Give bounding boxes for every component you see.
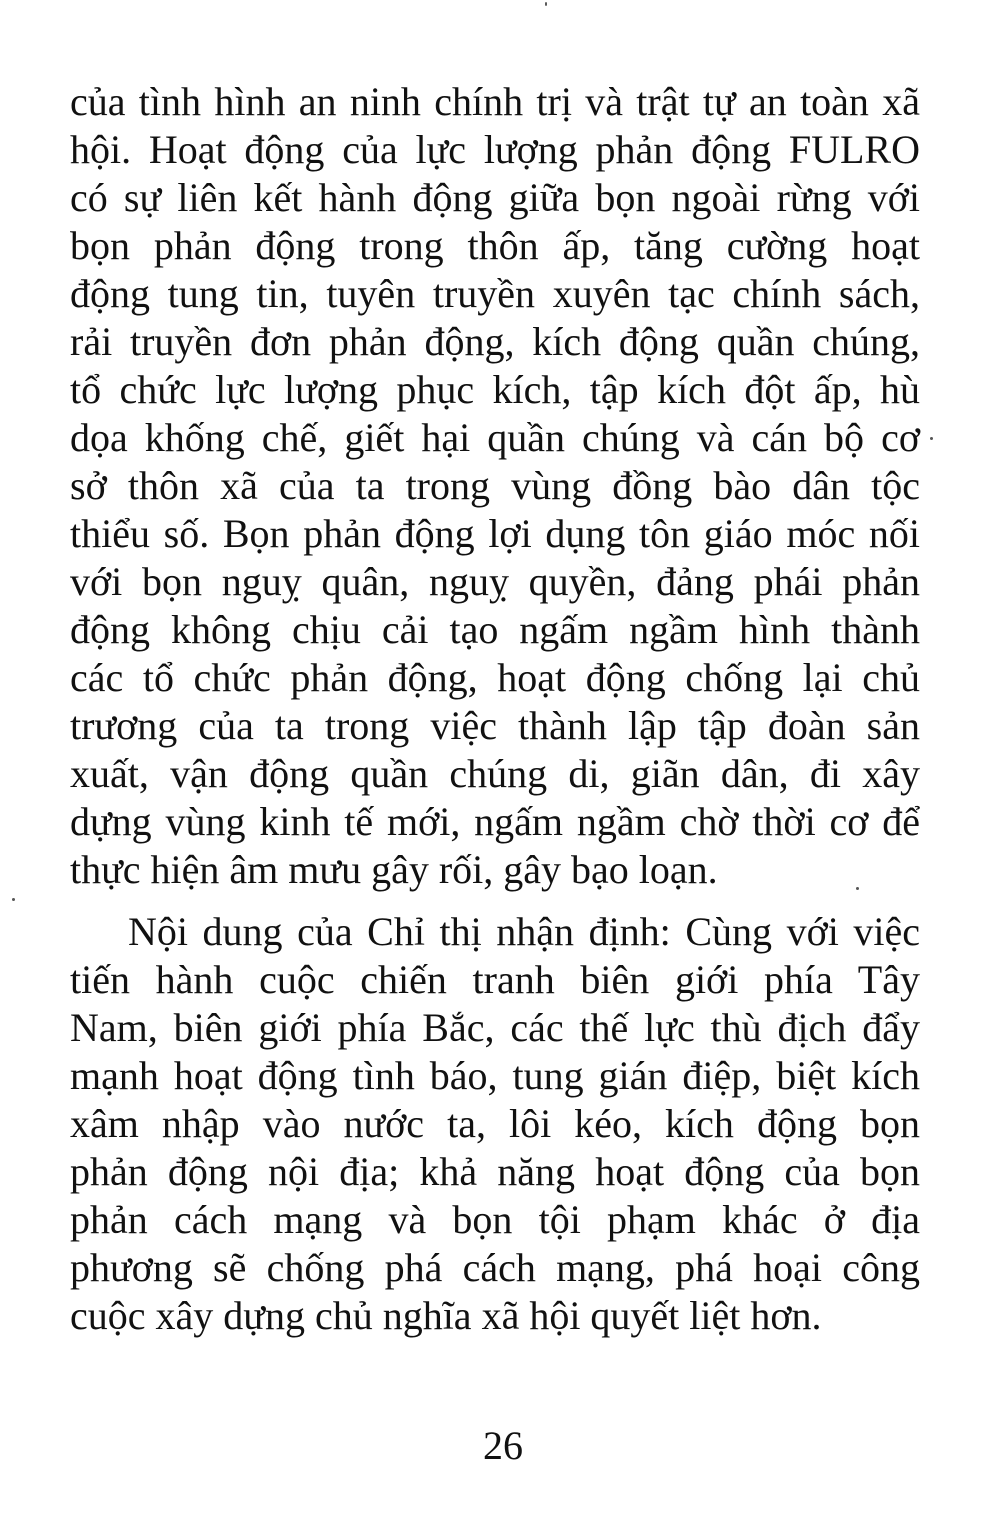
text-line: các tổ chức phản động, hoạt động chống lại chủ (70, 655, 920, 700)
text-line: Nam, biên giới phía Bắc, các thế lực thù địch đẩy (70, 1005, 920, 1050)
text-line: với bọn nguỵ quân, nguỵ quyền, đảng phái phản (70, 559, 920, 604)
text-line: dựng vùng kinh tế mới, ngấm ngầm chờ thời cơ để (70, 799, 920, 844)
text-line: xâm nhập vào nước ta, lôi kéo, kích động bọn (70, 1101, 920, 1146)
text-line: xuất, vận động quần chúng di, giãn dân, đi xây (70, 751, 920, 796)
scan-speck (930, 437, 933, 440)
text-line: phản cách mạng và bọn tội phạm khác ở địa (70, 1197, 920, 1242)
text-line: dọa khống chế, giết hại quần chúng và cán bộ cơ (70, 415, 920, 460)
scan-speck (12, 898, 15, 901)
page-number: 26 (483, 1423, 523, 1468)
text-line: rải truyền đơn phản động, kích động quần chúng, (70, 319, 920, 364)
paragraph-spacing (70, 894, 920, 908)
text-line: tiến hành cuộc chiến tranh biên giới phía Tây (70, 957, 920, 1002)
body-text (70, 78, 920, 1340)
paragraph-1 (70, 78, 920, 894)
text-line: tổ chức lực lượng phục kích, tập kích đột ấp, hù (70, 367, 920, 412)
text-line: Nội dung của Chỉ thị nhận định: Cùng với việc (128, 909, 920, 954)
text-line: động tung tin, tuyên truyền xuyên tạc chính sách, (70, 271, 920, 316)
text-line: động không chịu cải tạo ngấm ngầm hình thành (70, 607, 920, 652)
text-line: sở thôn xã của ta trong vùng đồng bào dân tộc (70, 463, 920, 508)
scan-speck (856, 887, 859, 890)
text-line: cuộc xây dựng chủ nghĩa xã hội quyết liệt hơn. (70, 1293, 822, 1338)
text-line: phương sẽ chống phá cách mạng, phá hoại công (70, 1245, 920, 1290)
paragraph-2 (70, 908, 920, 1340)
text-line: bọn phản động trong thôn ấp, tăng cường hoạt (70, 223, 920, 268)
text-line: phản động nội địa; khả năng hoạt động của bọn (70, 1149, 920, 1194)
text-line: mạnh hoạt động tình báo, tung gián điệp, biệt kích (70, 1053, 920, 1098)
text-line: của tình hình an ninh chính trị và trật tự an toàn xã (70, 79, 920, 124)
scan-speck (545, 2, 547, 6)
text-line: trương của ta trong việc thành lập tập đoàn sản (70, 703, 920, 748)
text-line: thiểu số. Bọn phản động lợi dụng tôn giáo móc nối (70, 511, 920, 556)
text-line: có sự liên kết hành động giữa bọn ngoài rừng với (70, 175, 920, 220)
text-line: hội. Hoạt động của lực lượng phản động FULRO (70, 127, 920, 172)
text-line: thực hiện âm mưu gây rối, gây bạo loạn. (70, 847, 718, 892)
